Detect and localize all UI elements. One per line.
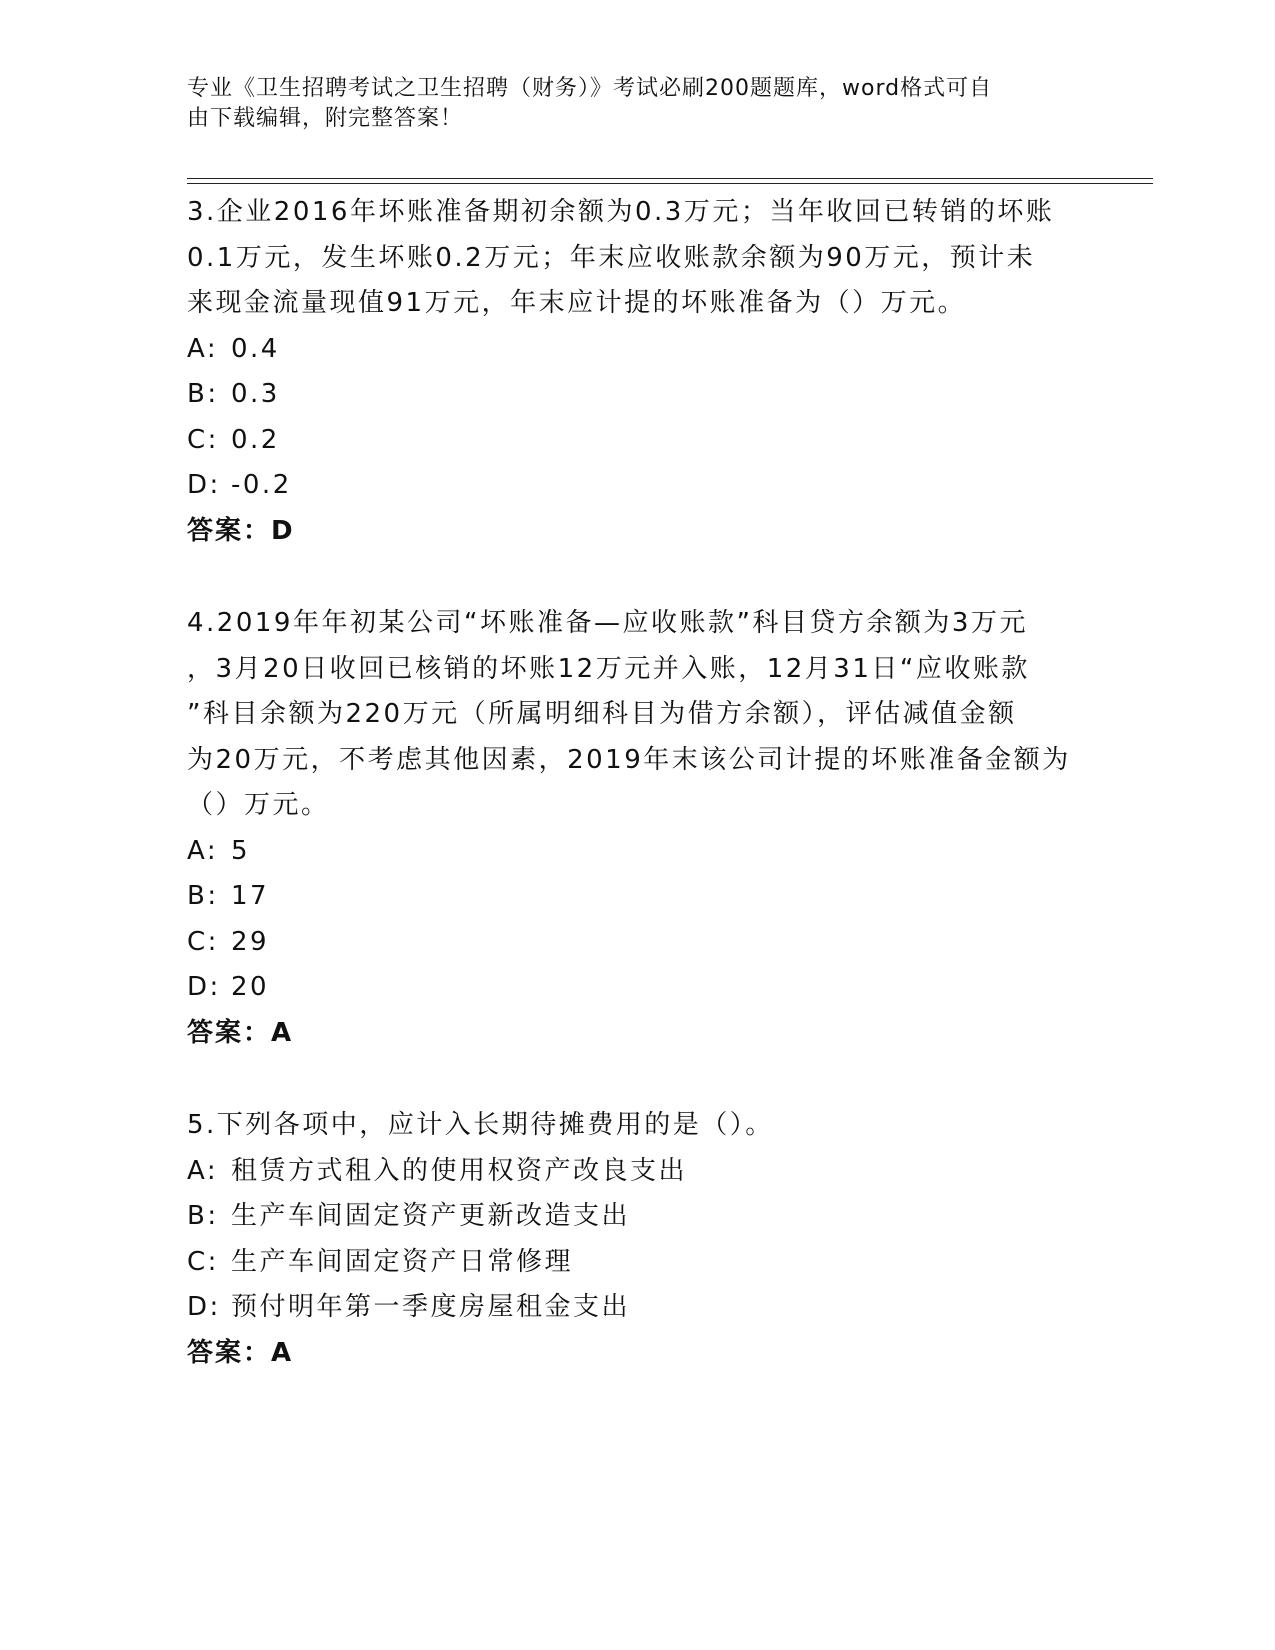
option-text: 0.3 (231, 379, 280, 409)
option-text: 生产车间固定资产日常修理 (231, 1246, 574, 1277)
option-b (187, 372, 1087, 418)
option-letter: C: (187, 424, 219, 455)
option-b (187, 874, 1087, 920)
option-a (187, 1149, 1087, 1195)
question-stem-line: 4.2019年年初某公司“坏账准备—应收账款”科目贷方余额为3万元 (187, 608, 1028, 638)
header-line-2: 由下载编辑，附完整答案！ (187, 106, 464, 131)
option-letter: B: (187, 1201, 219, 1231)
question-stem-line: 0.1万元，发生坏账0.2万元；年末应收账款余额为90万元，预计未 (187, 242, 1036, 273)
question-4 (187, 601, 1087, 1056)
option-d (187, 463, 1087, 509)
option-c (187, 1240, 1087, 1286)
option-c (187, 418, 1087, 464)
header-line-1: 专业《卫生招聘考试之卫生招聘（财务）》考试必刷200题题库，word格式可自 (187, 76, 993, 101)
option-d (187, 965, 1087, 1011)
option-c (187, 920, 1087, 966)
question-5 (187, 1103, 1087, 1376)
question-list (187, 190, 1087, 1423)
question-stem-line: 为20万元，不考虑其他因素，2019年末该公司计提的坏账准备金额为 (187, 744, 1071, 775)
option-letter: B: (187, 881, 219, 911)
option-letter: D: (187, 1292, 221, 1322)
question-stem-line: ”科目余额为220万元（所属明细科目为借方余额），评估减值金额 (187, 699, 1017, 729)
option-letter: C: (187, 1246, 219, 1277)
option-letter: D: (187, 972, 221, 1002)
document-header (187, 74, 1067, 134)
option-text: 预付明年第一季度房屋租金支出 (231, 1292, 631, 1322)
option-text: 租赁方式租入的使用权资产改良支出 (231, 1155, 688, 1186)
option-letter: A: (187, 835, 219, 866)
option-a (187, 829, 1087, 875)
answer-line: 答案：D (187, 515, 295, 546)
option-d (187, 1285, 1087, 1331)
question-stem-line: 5.下列各项中，应计入长期待摊费用的是（）。 (187, 1110, 774, 1140)
header-divider-bottom (187, 183, 1153, 184)
option-letter: C: (187, 926, 219, 957)
option-a (187, 327, 1087, 373)
option-b (187, 1194, 1087, 1240)
question-3 (187, 190, 1087, 554)
option-text: 17 (231, 881, 270, 911)
option-text: 生产车间固定资产更新改造支出 (231, 1201, 631, 1231)
option-letter: A: (187, 1155, 219, 1186)
option-text: -0.2 (231, 470, 292, 500)
question-stem-line: 来现金流量现值91万元，年末应计提的坏账准备为（）万元。 (187, 288, 967, 318)
option-text: 0.2 (231, 424, 280, 455)
option-letter: A: (187, 333, 219, 364)
option-text: 0.4 (231, 333, 280, 364)
option-letter: B: (187, 379, 219, 409)
question-stem-line: （）万元。 (187, 790, 330, 820)
option-letter: D: (187, 470, 221, 500)
answer-line: 答案：A (187, 1017, 294, 1048)
option-text: 29 (231, 926, 270, 957)
option-text: 20 (231, 972, 270, 1002)
question-stem-line: 3.企业2016年坏账准备期初余额为0.3万元；当年收回已转销的坏账 (187, 197, 1055, 227)
question-stem-line: ，3月20日收回已核销的坏账12万元并入账，12月31日“应收账款 (187, 653, 1030, 684)
header-divider-top (187, 178, 1153, 179)
option-text: 5 (231, 835, 251, 866)
answer-line: 答案：A (187, 1337, 294, 1368)
